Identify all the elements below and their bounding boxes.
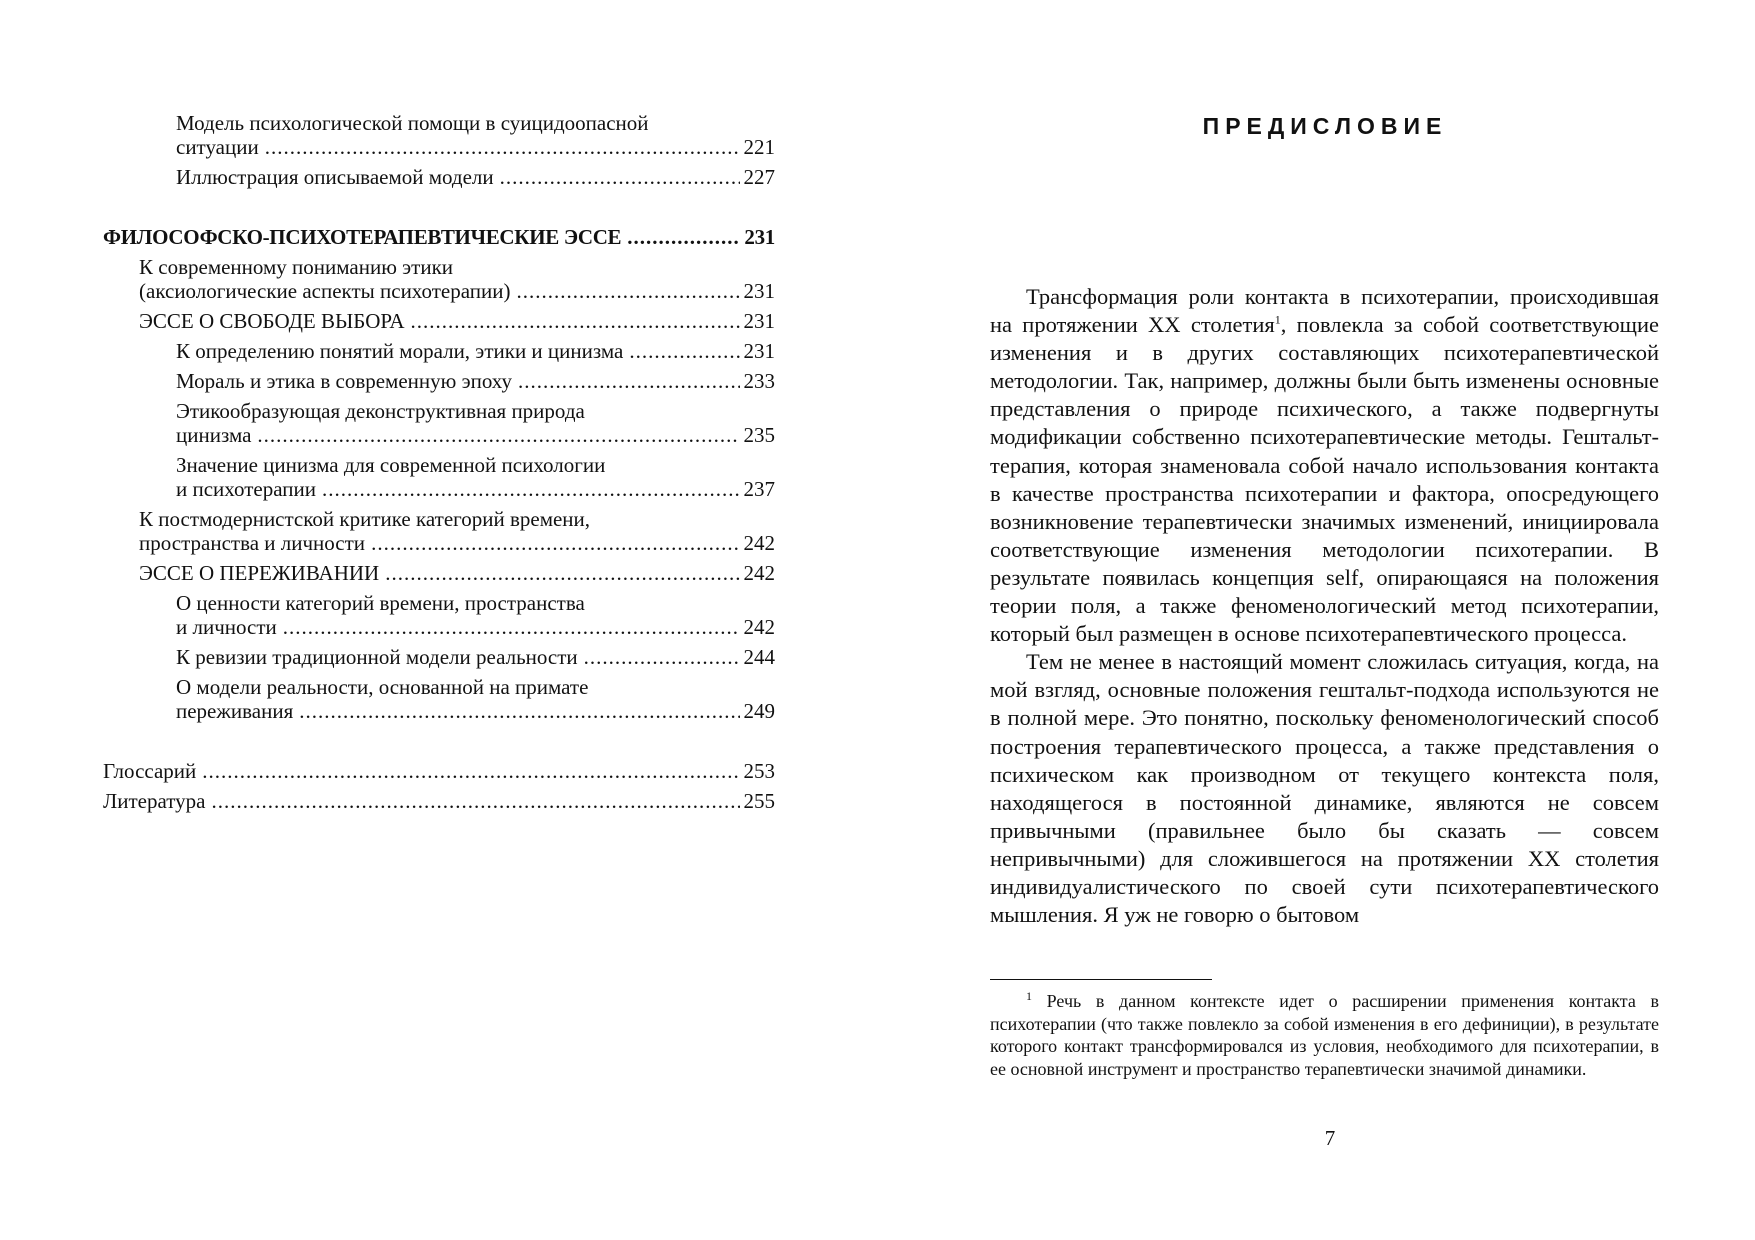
toc-entry (176, 339, 775, 363)
toc-entry-title: Иллюстрация описываемой модели (176, 165, 494, 189)
toc-entry (103, 759, 775, 783)
footnote (990, 990, 1659, 1080)
toc-dot-leader (371, 531, 739, 555)
toc-entry-title: К ревизии традиционной модели реальности (176, 645, 578, 669)
toc-entry (139, 507, 775, 555)
toc-entry-title: К постмодернистской критике категорий времени, (139, 507, 591, 531)
toc-entry-title: Модель психологической помощи в суицидоопасной (176, 111, 649, 135)
toc-entry-title: и личности (176, 615, 277, 639)
toc-entry (176, 369, 775, 393)
toc-entry (103, 225, 775, 249)
toc-entry (176, 399, 775, 447)
toc-entry-title: Значение цинизма для современной психологии (176, 453, 606, 477)
toc-entry-title: Мораль и этика в современную эпоху (176, 369, 513, 393)
toc-page-number: 242 (743, 561, 775, 585)
toc-page-number: 242 (743, 531, 775, 555)
toc-entry (176, 645, 775, 669)
toc-entry-title: О ценности категорий времени, пространства (176, 591, 585, 615)
toc-page-number: 249 (743, 699, 775, 723)
toc-entry-title: и психотерапии (176, 477, 316, 501)
page-number: 7 (1324, 1126, 1336, 1150)
toc-entry-title: О модели реальности, основанной на примате (176, 675, 589, 699)
toc-page-number: 242 (743, 615, 775, 639)
preface-paragraph-2: Тем не менее в настоящий момент сложилась ситуация, когда, на мой взгляд, основные положения гештальт-подхода используются не в полной мере. Это понятно, поскольку феноменологический способ построения терапевтического процесса, а также представления о психическом как производном от текущего контекста поля, находящегося в постоянной динамике, являются не совсем привычными (правильнее было бы сказать — совсем непривычными) для сложившегося на протяжении XX столетия индивидуалистического по своей сути психотерапевтического мышления. Я уж не говорю о бытовом (990, 649, 1659, 928)
toc-dot-leader (411, 309, 740, 333)
toc-dot-leader (516, 279, 739, 303)
toc-entry (176, 111, 775, 159)
toc-entry (176, 165, 775, 189)
toc-page-number: 227 (743, 165, 775, 189)
toc-entry-title: Литература (103, 789, 206, 813)
toc-entry-title: цинизма (176, 423, 252, 447)
toc-entry-title: переживания (176, 699, 294, 723)
toc-entry (103, 789, 775, 813)
toc-entry (139, 561, 775, 585)
toc-dot-leader (627, 225, 740, 249)
toc-entry-title: (аксиологические аспекты психотерапии) (139, 279, 511, 303)
toc-page-number: 237 (743, 477, 775, 501)
toc-page-number: 231 (743, 279, 775, 303)
preface-body (990, 283, 1659, 929)
toc-entry-title: пространства и личности (139, 531, 366, 555)
toc-page-number: 244 (743, 645, 775, 669)
toc-page-number: 231 (743, 339, 775, 363)
toc-dot-leader (211, 789, 739, 813)
toc-dot-leader (385, 561, 739, 585)
toc-entry-title: ЭССЕ О ПЕРЕЖИВАНИИ (139, 561, 380, 585)
toc-page-number: 231 (744, 225, 775, 249)
toc-dot-leader (518, 369, 739, 393)
table-of-contents (103, 111, 775, 813)
toc-entry-title: ситуации (176, 135, 259, 159)
toc-dot-leader (629, 339, 739, 363)
toc-entry (139, 309, 775, 333)
toc-page-number: 233 (743, 369, 775, 393)
toc-entry-title: К современному пониманию этики (139, 255, 454, 279)
toc-entry-title: ФИЛОСОФСКО-ПСИХОТЕРАПЕВТИЧЕСКИЕ ЭССЕ (103, 225, 622, 249)
toc-entry (176, 675, 775, 723)
toc-page-number: 253 (743, 759, 775, 783)
toc-entry (176, 591, 775, 639)
toc-entry (176, 453, 775, 501)
footnote-text: $^1$ Речь в данном контексте идет о расширении применения контакта в психотерапии (что также повлекло за собой изменения в его дефиниции), в результате которого контакт трансформировался из условия, необходимого для психотерапии, в ее основной инструмент и пространство терапевтически значимой динамики. (990, 989, 1659, 1079)
toc-dot-leader (500, 165, 740, 189)
footnote-divider (990, 979, 1212, 980)
toc-entry (139, 255, 775, 303)
toc-dot-leader (299, 699, 739, 723)
toc-page-number: 221 (743, 135, 775, 159)
toc-dot-leader (283, 615, 740, 639)
toc-entry-title: К определению понятий морали, этики и цинизма (176, 339, 624, 363)
toc-page-number: 231 (743, 309, 775, 333)
preface-paragraph-1: Трансформация роли контакта в психотерапии, происходившая на протяжении XX столетия$^1$, повлекла за собой соответствующие изменения и в других составляющих психотерапевтической методологии. Так, например, должны были быть изменены основные представления о природе психического, а также подвергнуты модификации собственно психотерапевтические методы. Гештальт-терапия, которая знаменовала собой начало использования контакта в качестве пространства психотерапии и фактора, опосредующего возникновение терапевтически значимых изменений, инициировала соответствующие изменения методологии психотерапии. В результате появилась концепция self, опирающаяся на положения теории поля, а также феноменологический метод психотерапии, который был размещен в основе психотерапевтического процесса. (990, 284, 1659, 647)
page-heading: ПРЕДИСЛОВИЕ (1202, 113, 1448, 139)
toc-entry-title: Глоссарий (103, 759, 197, 783)
toc-dot-leader (202, 759, 739, 783)
toc-dot-leader (322, 477, 740, 501)
toc-page-number: 235 (743, 423, 775, 447)
toc-dot-leader (257, 423, 739, 447)
toc-dot-leader (265, 135, 740, 159)
toc-entry-title: Этикообразующая деконструктивная природа (176, 399, 585, 423)
toc-page-number: 255 (743, 789, 775, 813)
toc-entry-title: ЭССЕ О СВОБОДЕ ВЫБОРА (139, 309, 405, 333)
toc-dot-leader (584, 645, 740, 669)
